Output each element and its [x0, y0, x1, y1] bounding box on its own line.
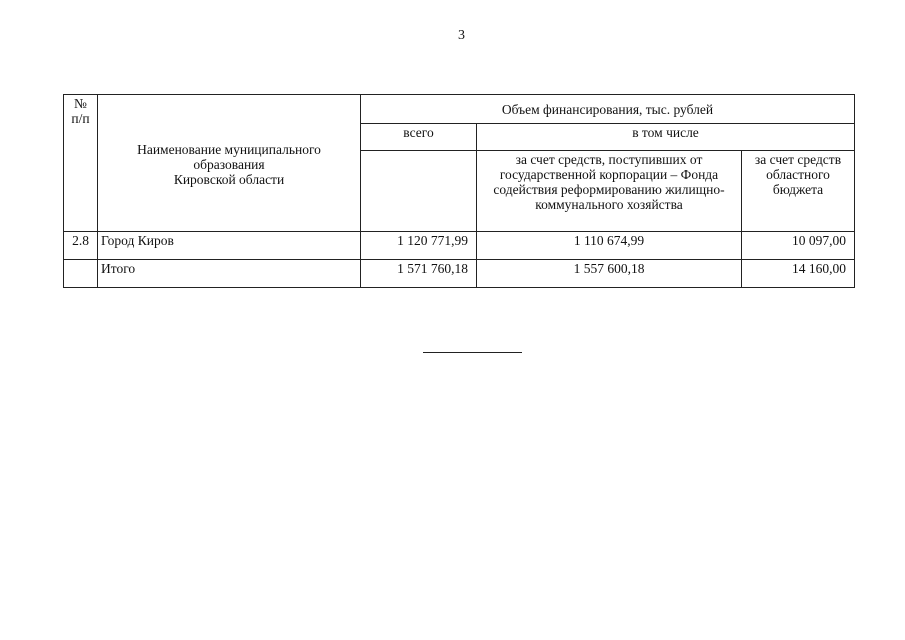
- row-total: 1 120 771,99: [361, 232, 477, 260]
- row-fund-amount: 1 557 600,18: [477, 260, 742, 288]
- header-row-1: [64, 95, 855, 124]
- row-number: 2.8: [64, 232, 98, 260]
- row-regional-amount: 14 160,00: [742, 260, 855, 288]
- header-fund-source: за счет средств, поступивших от государственной корпорации – Фонда содействия реформированию жилищно- коммунального хозяйства: [477, 151, 742, 232]
- closing-rule: [423, 352, 522, 353]
- row-municipality-name: Итого: [98, 260, 361, 288]
- financing-table: [63, 94, 855, 288]
- row-number: [64, 260, 98, 288]
- row-regional-amount: 10 097,00: [742, 232, 855, 260]
- header-municipality-name: Наименование муниципального образования Кировской области: [98, 95, 361, 232]
- table-row: [64, 232, 855, 260]
- header-regional-budget: за счет средств областного бюджета: [742, 151, 855, 232]
- header-total: всего: [361, 124, 477, 151]
- row-fund-amount: 1 110 674,99: [477, 232, 742, 260]
- row-total: 1 571 760,18: [361, 260, 477, 288]
- header-number: № п/п: [64, 95, 98, 232]
- row-municipality-name: Город Киров: [98, 232, 361, 260]
- header-including: в том числе: [477, 124, 855, 151]
- page-number: 3: [458, 28, 465, 43]
- header-financing-volume: Объем финансирования, тыс. рублей: [361, 95, 855, 124]
- header-total-blank: [361, 151, 477, 232]
- table-row-total: [64, 260, 855, 288]
